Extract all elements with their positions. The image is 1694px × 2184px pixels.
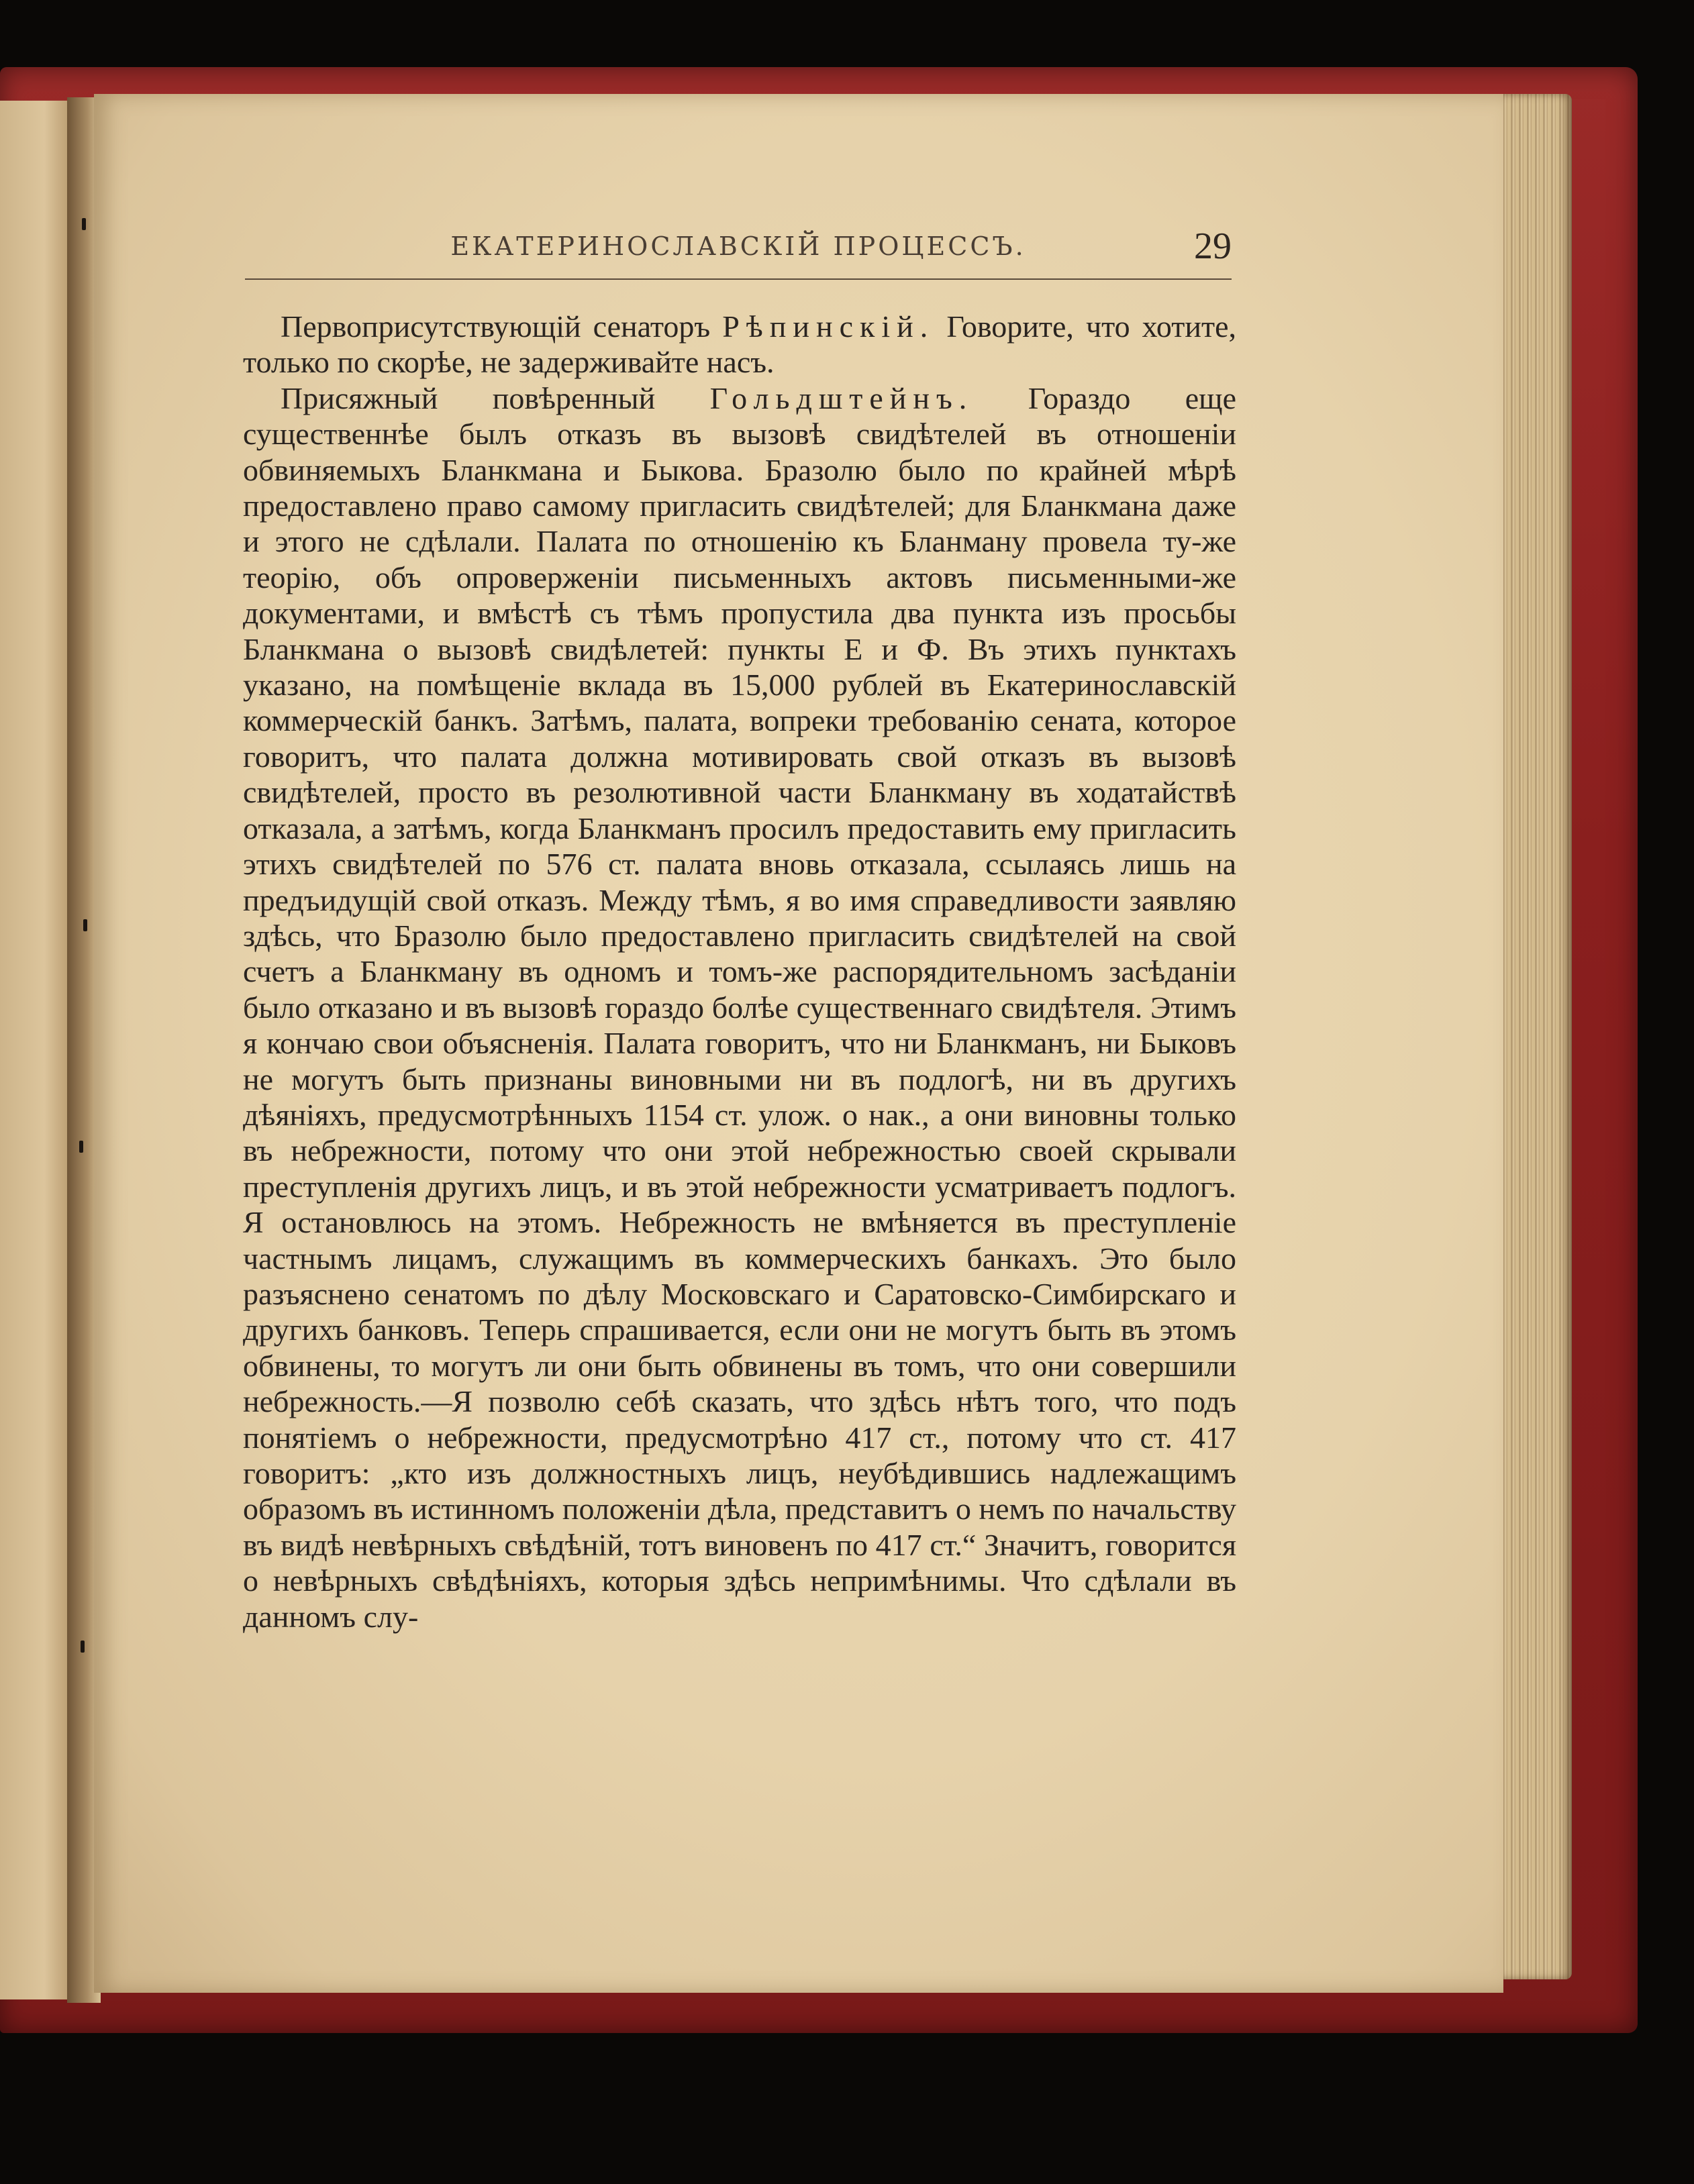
page-edges [1491,94,1572,1979]
left-page-edge [0,101,74,1999]
margin-mark [79,1141,83,1153]
paragraph-text: Говорите, что хотите, только по скорѣе, не задерживайте насъ. [243,309,1237,380]
running-header [245,225,1232,280]
page-number: 29 [1194,225,1232,267]
speaker-title: Первоприсутствующій сенаторъ [281,309,711,344]
margin-mark [81,1641,85,1653]
speaker-title: Присяжный повѣренный [281,380,656,415]
speaker-name: Гольдштейнъ. [709,380,974,415]
speaker-name: Рѣпинскій. [722,309,935,344]
running-title: ЕКАТЕРИНОСЛАВСКІЙ ПРОЦЕССЪ. [450,231,1026,261]
paragraph [243,309,1236,380]
paragraph [243,380,1236,1634]
body-text [243,309,1236,1634]
paragraph-text: Гораздо еще существеннѣе былъ отказъ въ вызовѣ свидѣтелей въ отношеніи обвиняемыхъ Бланкмана и Быкова. Бразолю было по крайней мѣрѣ предоставлено право самому пригласить свидѣтелей; для Бланкмана даже и этого не сдѣлали. Палата по отношенію къ Бланману провела ту-же теорію, объ опроверженіи письменныхъ актовъ письменными-же документами, и вмѣстѣ съ тѣмъ пропустила два пункта изъ просьбы Бланкмана о вызовѣ свидѣлетей: пункты Е и Ф. Въ этихъ пунктахъ указано, на помѣщеніе вклада въ 15,000 рублей въ Екатеринославскій коммерческій банкъ. Затѣмъ, палата, вопреки требованію сената, которое говоритъ, что палата должна мотивировать свой отказъ въ вызовѣ свидѣтелей, просто въ резолютивной части Бланкману въ ходатайствѣ отказала, а затѣмъ, когда Бланкманъ просилъ предоставить ему пригласить этихъ свидѣтелей по 576 ст. палата вновь отказала, ссылаясь лишь на предъидущій свой отказъ. Между тѣмъ, я во имя справедливости заявляю здѣсь, что Бразолю было предоставлено пригласить свидѣтелей на свой счетъ а Бланкману въ одномъ и томъ-же распорядительномъ засѣданіи было отказано и въ вызовѣ гораздо болѣе существеннаго свидѣтеля. Этимъ я кончаю свои объясненія. Палата говоритъ, что ни Бланкманъ, ни Быковъ не могутъ быть признаны виновными ни въ подлогѣ, ни въ другихъ дѣяніяхъ, предусмотрѣнныхъ 1154 ст. улож. о нак., а они виновны только въ небрежности, потому что они этой небрежностью своей скрывали преступленія другихъ лицъ, и въ этой небрежности усматриваетъ подлогъ. Я остановлюсь на этомъ. Небрежность не вмѣняется въ преступленіе частнымъ лицамъ, служащимъ въ коммерческихъ банкахъ. Это было разъяснено сенатомъ по дѣлу Московскаго и Саратовско-Симбирскаго и другихъ банковъ. Теперь спрашивается, если они не могутъ быть въ этомъ обвинены, то могутъ ли они быть обвинены въ томъ, что они совершили небрежность.—Я позволю себѣ сказать, что здѣсь нѣтъ того, что подъ понятіемъ о небрежности, предусмотрѣно 417 ст., потому что ст. 417 говоритъ: „кто изъ должностныхъ лицъ, неубѣдившись надлежащимъ образомъ въ истинномъ положеніи дѣла, представитъ о немъ по начальству въ видѣ невѣрныхъ свѣдѣній, тотъ виновенъ по 417 ст.“ Значитъ, говорится о невѣрныхъ свѣдѣніяхъ, которыя здѣсь непримѣнимы. Что сдѣлали въ данномъ слу- [243,380,1237,1634]
margin-mark [82,218,86,230]
margin-mark [83,919,87,931]
